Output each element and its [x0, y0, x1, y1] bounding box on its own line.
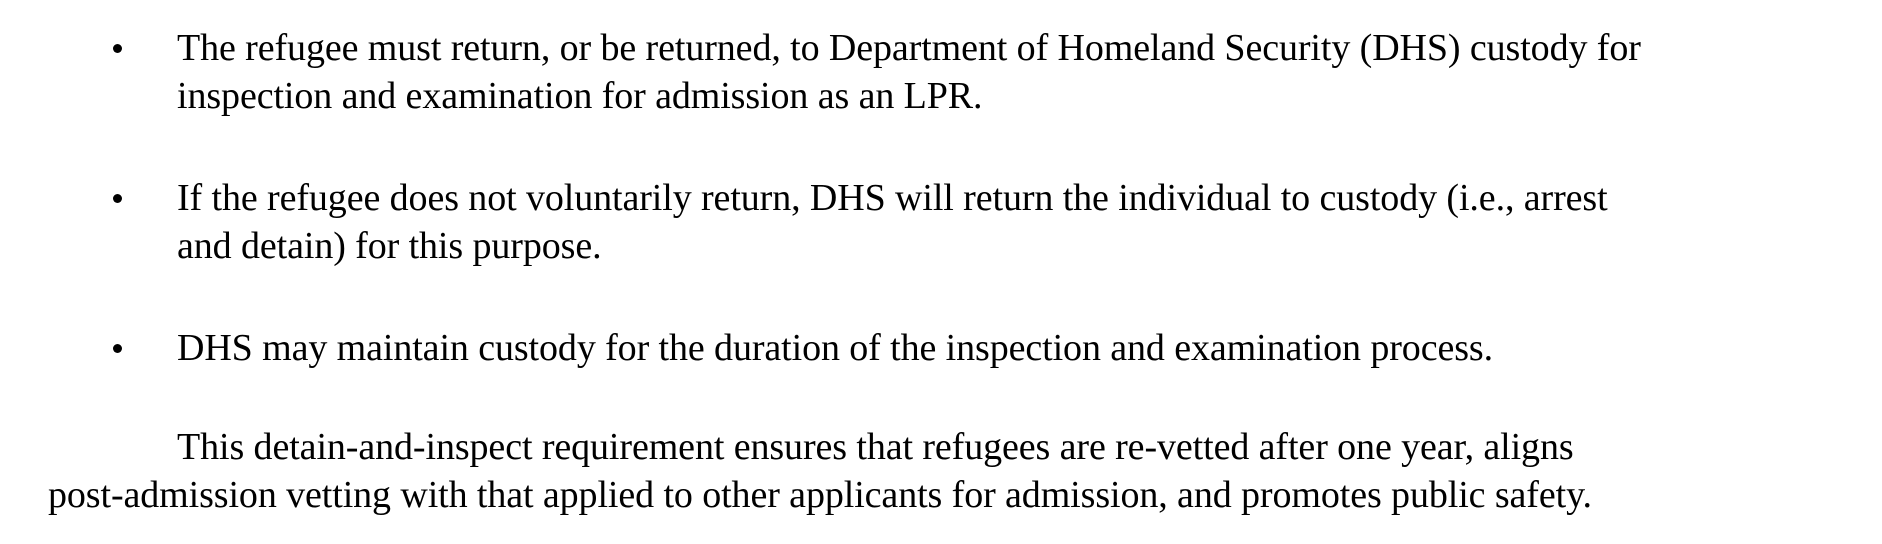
bullet-icon	[113, 344, 122, 353]
bullet-icon	[113, 44, 122, 53]
bullet-text	[177, 174, 1877, 270]
bullet-text-line: The refugee must return, or be returned, to Department of Homeland Security (DHS) custody for	[177, 27, 1641, 69]
summary-paragraph	[48, 423, 1878, 519]
bullet-text-line: inspection and examination for admission as an LPR.	[177, 75, 983, 117]
bullet-text	[177, 324, 1877, 372]
bullet-icon	[113, 194, 122, 203]
paragraph-line: This detain-and-inspect requirement ensures that refugees are re-vetted after one year, aligns	[177, 426, 1574, 468]
bullet-text-line: and detain) for this purpose.	[177, 225, 602, 267]
paragraph-line: post-admission vetting with that applied to other applicants for admission, and promotes public safety.	[48, 474, 1592, 516]
bullet-text-line: If the refugee does not voluntarily return, DHS will return the individual to custody (i.e., arrest	[177, 177, 1608, 219]
bullet-text	[177, 24, 1877, 120]
bullet-text-line: DHS may maintain custody for the duration of the inspection and examination process.	[177, 327, 1494, 369]
